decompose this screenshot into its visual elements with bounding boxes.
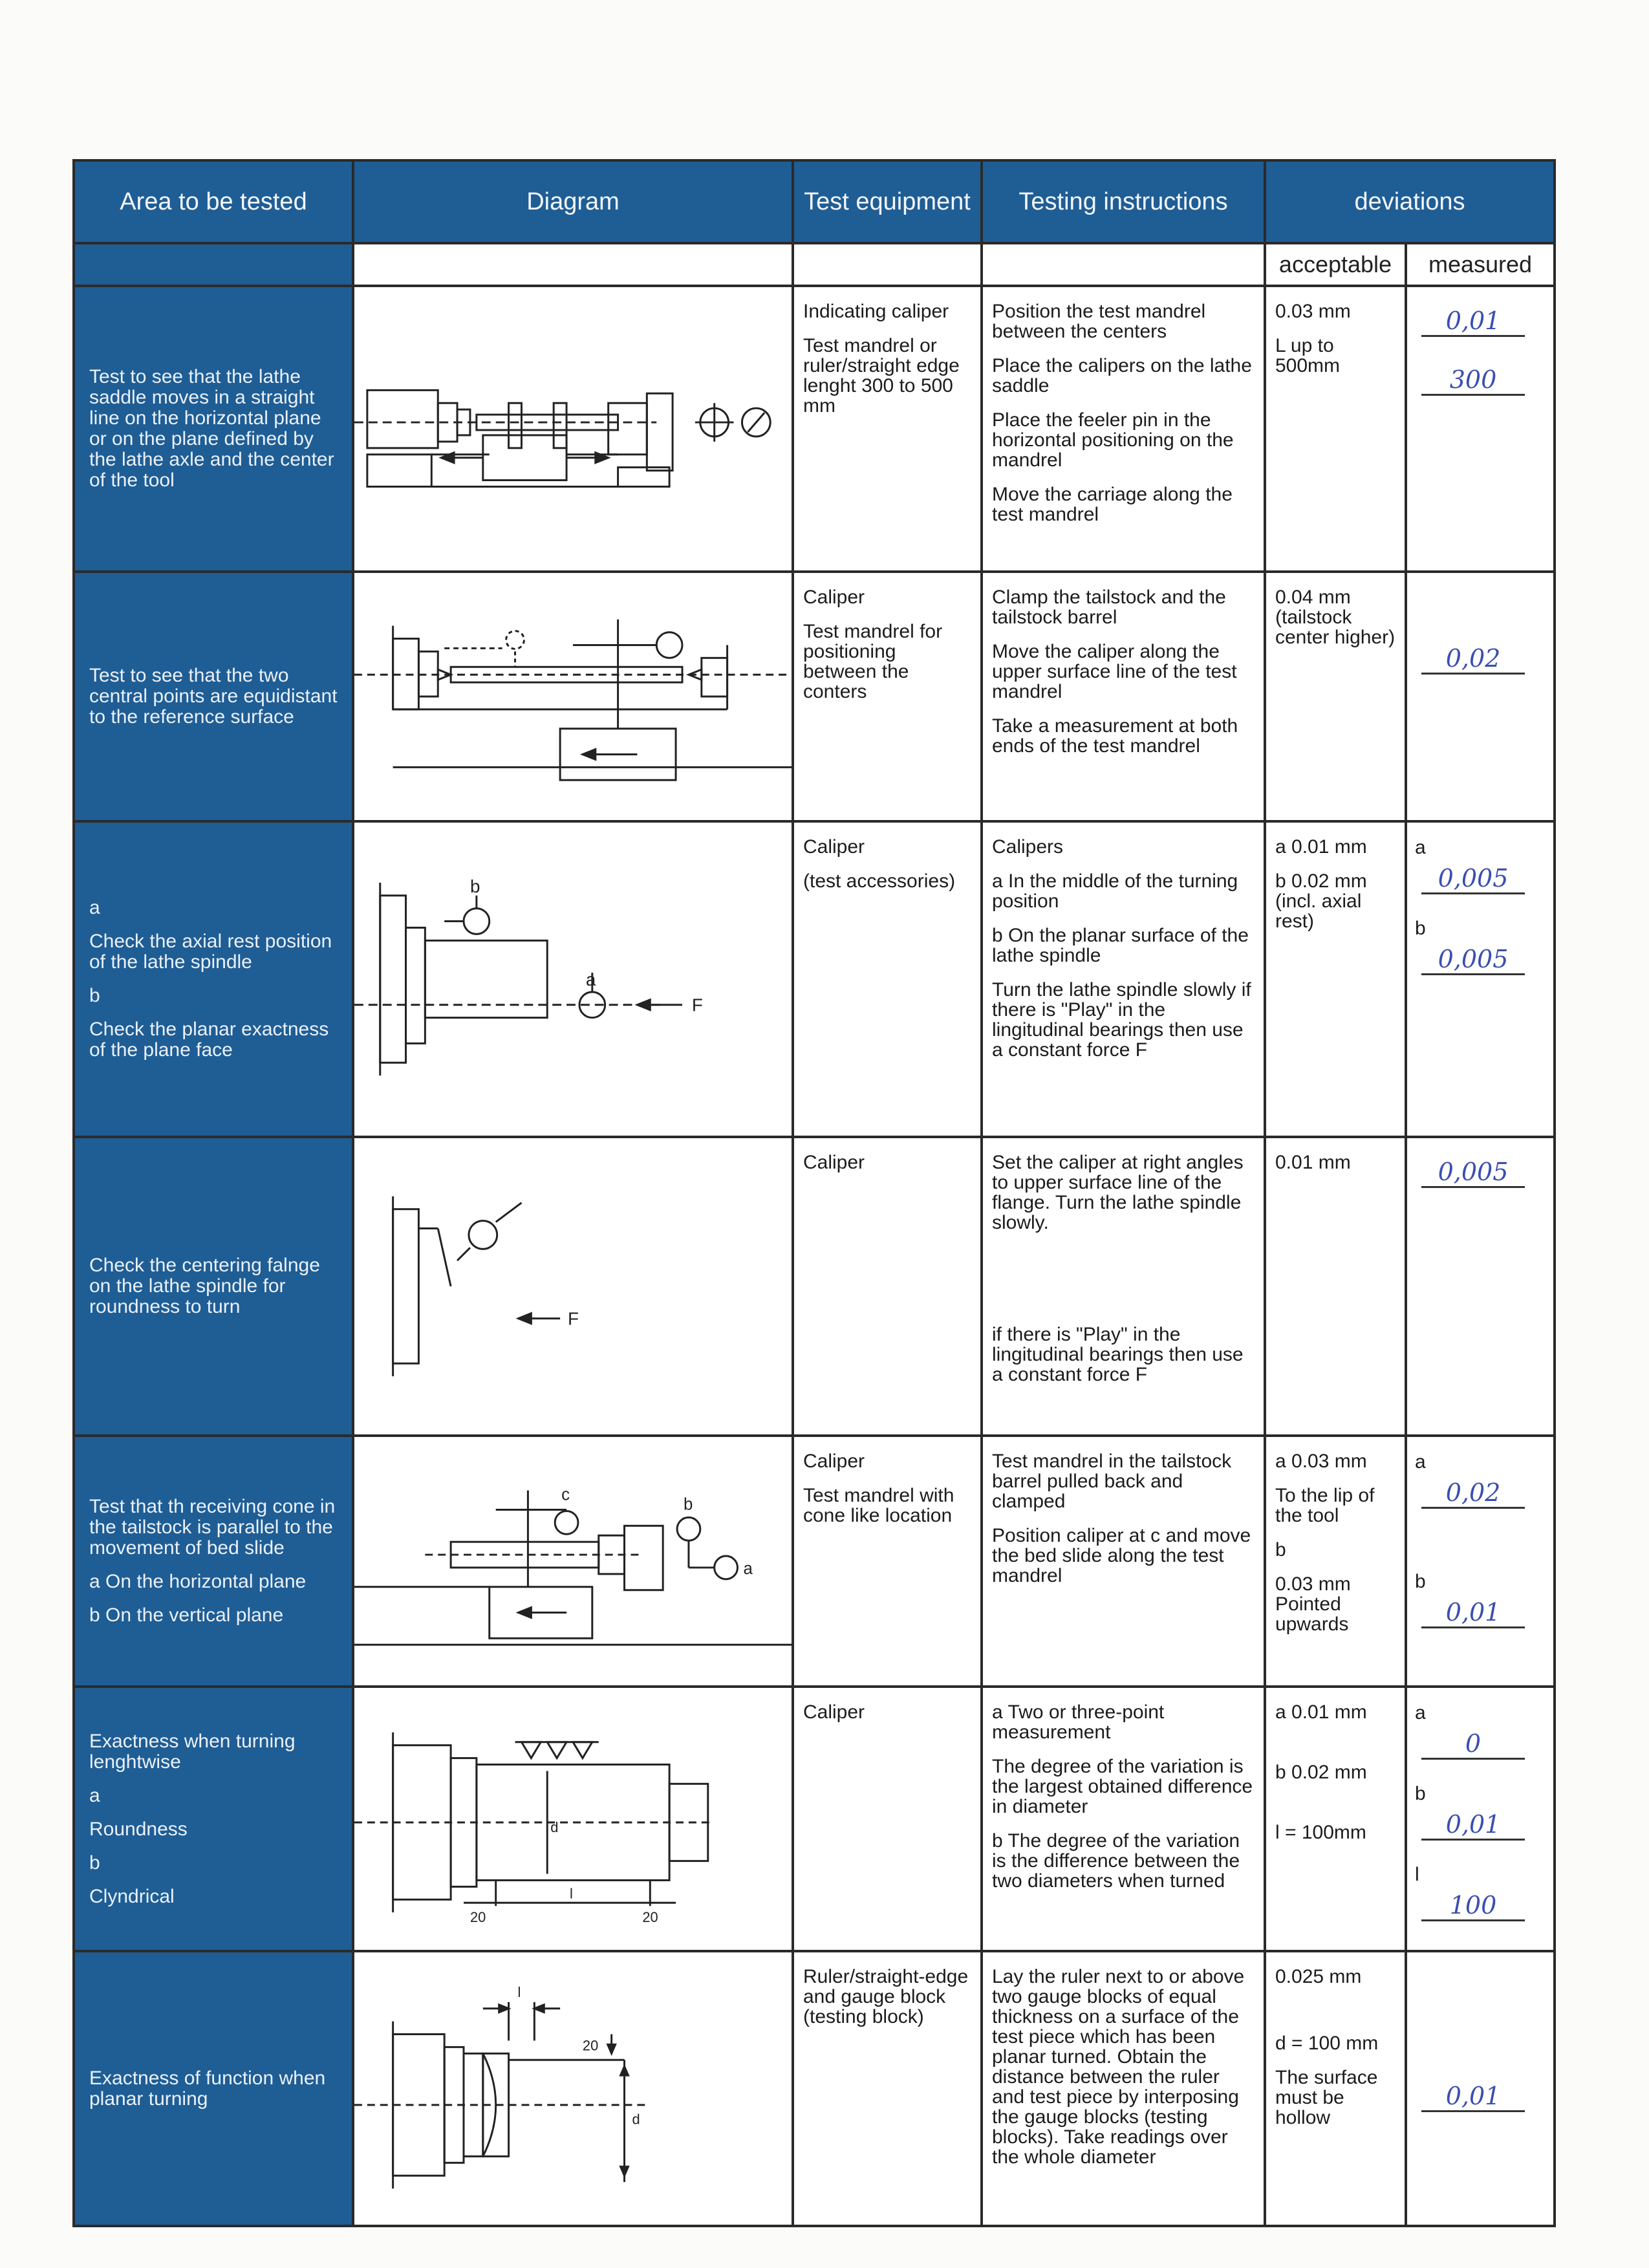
diagram-label-c: c (561, 1485, 570, 1504)
diagram-label-l: l (570, 1885, 573, 1901)
diagram-label-b: b (683, 1495, 693, 1514)
area-cell: Test to see that the lathe saddle moves in a straight line on the horizontal plane or on the plane defined by the lathe axle and the center of the tool (74, 286, 353, 572)
acceptable-cell: a 0.01 mm b 0.02 mm l = 100mm (1265, 1687, 1406, 1951)
header-measured: measured (1406, 243, 1555, 286)
measured-cell (1406, 286, 1555, 572)
diagram-cell (353, 1951, 793, 2226)
diagram-label-20: 20 (642, 1908, 658, 1925)
measured-value: 0,005 (1421, 945, 1525, 975)
equipment-cell: Ruler/straight-edge and gauge block (testing block) (793, 1951, 982, 2226)
measured-value: 100 (1421, 1891, 1525, 1921)
diagram-label-b: b (469, 876, 480, 896)
measured-cell: a 0,005 b 0,005 (1406, 821, 1555, 1137)
area-cell: Test that th receiving cone in the tailstock is parallel to the movement of bed slide a On the horizontal plane b On the vertical plane (74, 1436, 353, 1687)
instructions-cell: Lay the ruler next to or above two gauge blocks of equal thickness on a surface of the test piece which has been planar turned. Obtain the distance between the ruler and test piece by interposing the gauge blocks (testing blocks). Take readings over the whole diameter (982, 1951, 1265, 2226)
area-cell: Exactness when turning lenghtwise a Roundness b Clyndrical (74, 1687, 353, 1951)
diagram-label-d: d (632, 2111, 640, 2128)
measured-value: 0,005 (1421, 1158, 1525, 1188)
diagram-cell (353, 1436, 793, 1687)
header-equipment: Test equipment (793, 160, 982, 243)
axial-rest-diagram (354, 869, 792, 1089)
acceptable-cell: a 0.01 mm b 0.02 mm (incl. axial rest) (1265, 821, 1406, 1137)
equipment-cell: Caliper (793, 1137, 982, 1436)
equipment-cell: Caliper Test mandrel with cone like location (793, 1436, 982, 1687)
diagram-cell (353, 1137, 793, 1436)
acceptable-cell: 0.03 mm L up to 500mm (1265, 286, 1406, 572)
instructions-cell: Position the test mandrel between the centers Place the calipers on the lathe saddle Place the feeler pin in the horizontal positioning on the mandrel Move the carriage along the test mandrel (982, 286, 1265, 572)
instructions-cell: Calipers a In the middle of the turning position b On the planar surface of the lathe spindle Turn the lathe spindle slowly if there is "Play" in the lingitudinal bearings then use a constant force F (982, 821, 1265, 1137)
measured-value: 0,01 (1421, 1810, 1525, 1841)
header-area: Area to be tested (74, 160, 353, 243)
subheader-row (74, 243, 1555, 286)
diagram-label-d: d (550, 1819, 559, 1835)
measured-cell (1406, 1951, 1555, 2226)
diagram-cell (353, 286, 793, 572)
diagram-label-f: F (568, 1308, 579, 1329)
equipment-cell: Caliper (793, 1687, 982, 1951)
header-diagram: Diagram (353, 160, 793, 243)
instructions-cell: a Two or three-point measurement The degree of the variation is the largest obtained difference in diameter b The degree of the variation is the difference between the two diameters when turned (982, 1687, 1265, 1951)
test-table (72, 159, 1556, 2227)
lengthwise-turning-diagram (354, 1712, 792, 1926)
table-row (74, 1951, 1555, 2226)
area-cell: Test to see that the two central points are equidistant to the reference surface (74, 572, 353, 821)
table-row (74, 821, 1555, 1137)
tailstock-cone-diagram (354, 1464, 792, 1658)
equipment-cell: Caliper (test accessories) (793, 821, 982, 1137)
acceptable-cell: 0.025 mm d = 100 mm The surface must be hollow (1265, 1951, 1406, 2226)
instructions-cell: Test mandrel in the tailstock barrel pulled back and clamped Position caliper at c and move the bed slide along the test mandrel (982, 1436, 1265, 1687)
diagram-label-f: F (691, 995, 703, 1015)
measured-value: 0,02 (1421, 1478, 1525, 1509)
table-row (74, 286, 1555, 572)
table-row (74, 572, 1555, 821)
diagram-label-l: l (517, 1983, 521, 2000)
header-instructions: Testing instructions (982, 160, 1265, 243)
acceptable-cell: a 0.03 mm To the lip of the tool b 0.03 mm Pointed upwards (1265, 1436, 1406, 1687)
header-acceptable: acceptable (1265, 243, 1406, 286)
acceptable-cell: 0.04 mm (tailstock center higher) (1265, 572, 1406, 821)
diagram-label-20: 20 (469, 1908, 486, 1925)
measured-value: 0,01 (1421, 1598, 1525, 1628)
instructions-cell: Clamp the tailstock and the tailstock barrel Move the caliper along the upper surface line of the test mandrel Take a measurement at both ends of the test mandrel (982, 572, 1265, 821)
area-cell: Exactness of function when planar turning (74, 1951, 353, 2226)
area-cell: Check the centering falnge on the lathe spindle for roundness to turn (74, 1137, 353, 1436)
table-row (74, 1436, 1555, 1687)
measured-cell (1406, 572, 1555, 821)
measured-value: 300 (1421, 365, 1525, 396)
diagram-cell (353, 572, 793, 821)
equipment-cell: Indicating caliper Test mandrel or ruler/straight edge lenght 300 to 500 mm (793, 286, 982, 572)
area-cell: a Check the axial rest position of the lathe spindle b Check the planar exactness of the plane face (74, 821, 353, 1137)
header-row (74, 160, 1555, 243)
measured-cell: a 0 b 0,01 l 100 (1406, 1687, 1555, 1951)
measured-cell (1406, 1137, 1555, 1436)
measured-value: 0,005 (1421, 864, 1525, 894)
saddle-straightness-diagram (354, 332, 792, 526)
table-row (74, 1687, 1555, 1951)
flange-roundness-diagram (354, 1183, 792, 1390)
table-row (74, 1137, 1555, 1436)
planar-turning-diagram (354, 1982, 792, 2196)
header-deviations: deviations (1265, 160, 1555, 243)
measured-cell: a 0,02 b 0,01 (1406, 1436, 1555, 1687)
diagram-label-20: 20 (582, 2036, 599, 2053)
inspection-sheet (72, 159, 1553, 2225)
measured-value: 0,01 (1421, 307, 1525, 337)
instructions-cell: Set the caliper at right angles to upper surface line of the flange. Turn the lathe spindle slowly. if there is "Play" in the lingitudinal bearings then use a constant force F (982, 1137, 1265, 1436)
diagram-cell (353, 821, 793, 1137)
diagram-label-a: a (743, 1559, 753, 1578)
measured-value: 0,02 (1421, 644, 1525, 675)
diagram-cell (353, 1687, 793, 1951)
measured-value: 0 (1421, 1729, 1525, 1760)
center-height-diagram (354, 599, 792, 794)
equipment-cell: Caliper Test mandrel for positioning between the conters (793, 572, 982, 821)
measured-value: 0,01 (1421, 2082, 1525, 2112)
diagram-label-a: a (585, 969, 596, 989)
acceptable-cell: 0.01 mm (1265, 1137, 1406, 1436)
